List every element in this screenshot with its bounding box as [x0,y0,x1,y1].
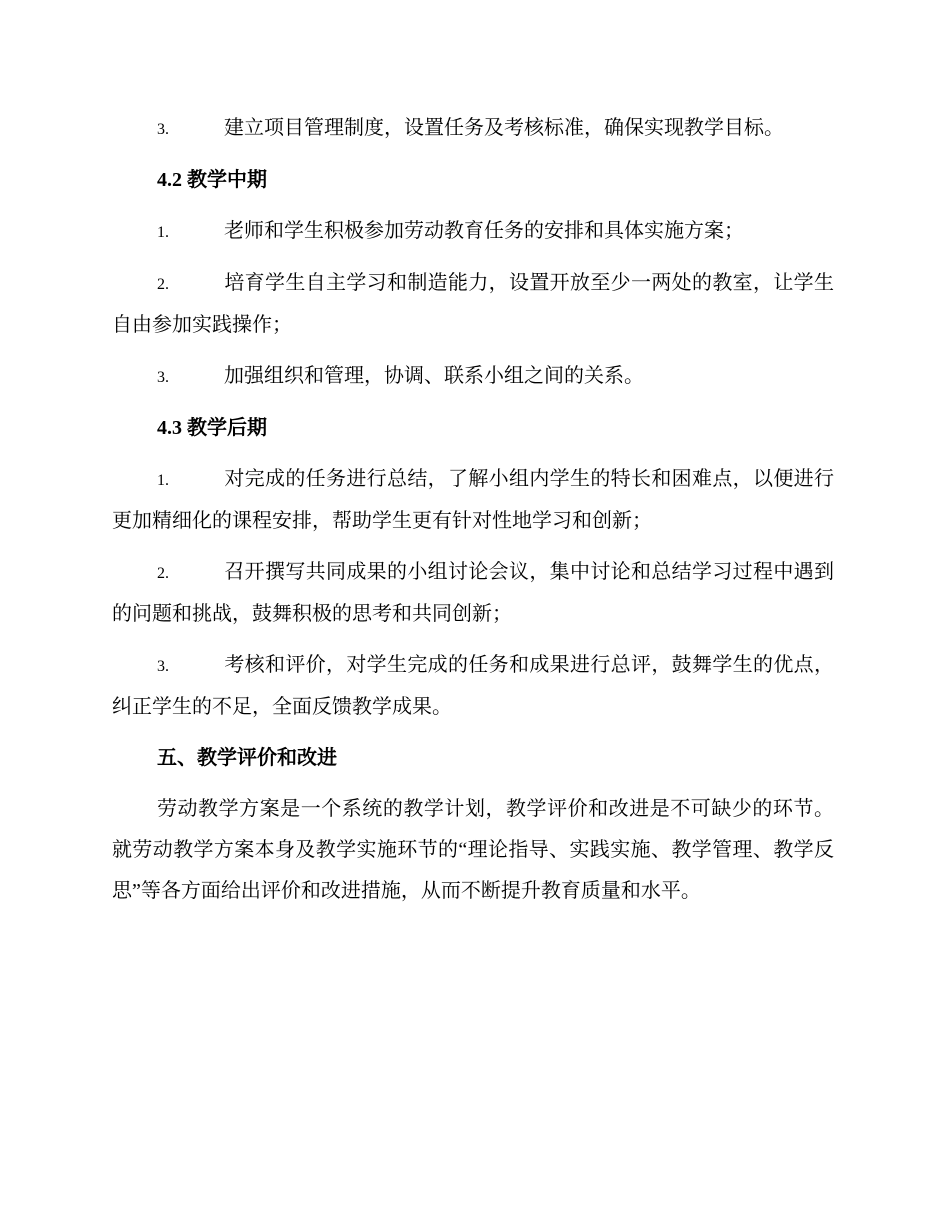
list-item [112,645,834,728]
list-item [112,108,834,150]
list-item-text: 召开撰写共同成果的小组讨论会议，集中讨论和总结学习过程中遇到的问题和挑战，鼓舞积极的思考和共同创新； [112,561,834,625]
list-item-text: 考核和评价，对学生完成的任务和成果进行总评，鼓舞学生的优点，纠正学生的不足，全面反馈教学成果。 [112,654,834,718]
list-item [112,211,834,253]
list-item-number: 2. [157,565,169,582]
list-item-text: 老师和学生积极参加劳动教育任务的安排和具体实施方案； [224,220,744,242]
list-item-text: 建立项目管理制度，设置任务及考核标准，确保实现教学目标。 [224,117,784,139]
list-item [112,552,834,635]
subsection-heading: 4.2 教学中期 [157,169,267,191]
list-item-number: 3. [157,369,169,386]
list-item-number: 1. [157,224,169,241]
list-item-number: 1. [157,472,169,489]
list-item [112,263,834,346]
section-heading: 五、教学评价和改进 [157,747,337,769]
body-paragraph: 劳动教学方案是一个系统的教学计划，教学评价和改进是不可缺少的环节。就劳动教学方案本身及教学实施环节的“理论指导、实践实施、教学管理、教学反思”等各方面给出评价和改进措施，从而不断提升教育质量和水平。 [112,798,834,902]
document-body [112,108,834,912]
list-item-text: 培育学生自主学习和制造能力，设置开放至少一两处的教室，让学生自由参加实践操作； [112,272,834,336]
subsection-heading: 4.3 教学后期 [157,417,267,439]
list-item-text: 对完成的任务进行总结，了解小组内学生的特长和困难点，以便进行更加精细化的课程安排，帮助学生更有针对性地学习和创新； [112,468,834,532]
list-item-number: 3. [157,658,169,675]
list-item-number: 3. [157,121,169,138]
list-item-text: 加强组织和管理，协调、联系小组之间的关系。 [224,365,644,387]
list-item [112,459,834,542]
list-item-number: 2. [157,276,169,293]
list-item [112,356,834,398]
